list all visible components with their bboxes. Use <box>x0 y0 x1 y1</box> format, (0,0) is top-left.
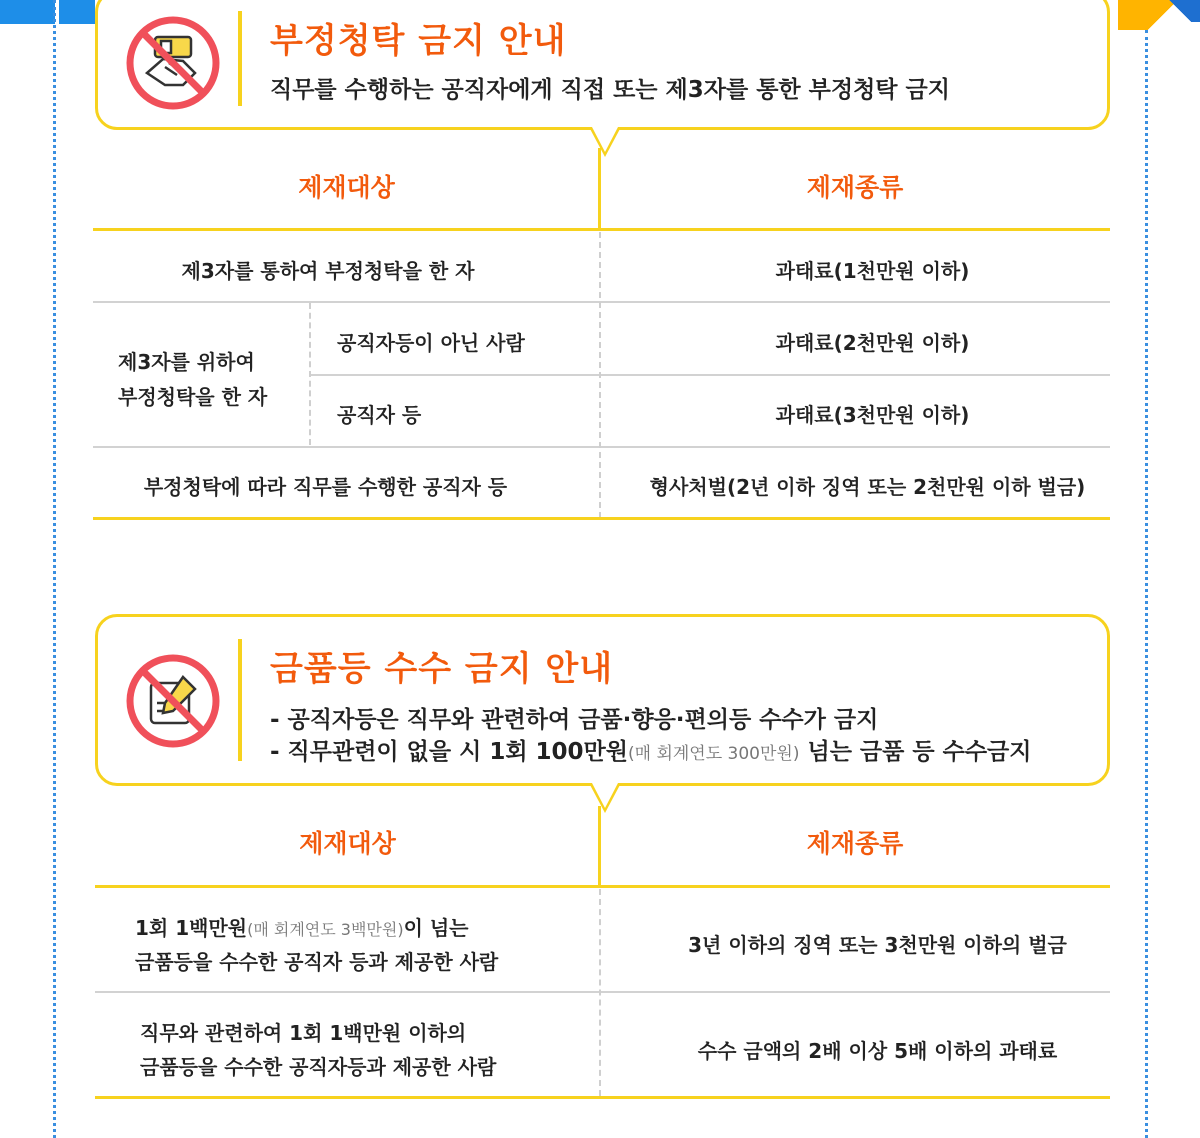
table1-bottom-line <box>93 517 1110 520</box>
callout-tail-inner <box>592 783 618 808</box>
table1-row3-target: 부정청탁에 따라 직무를 수행한 공직자 등 <box>143 475 508 499</box>
table2-header-target: 제재대상 <box>299 829 396 858</box>
table1-row1-target: 제3자를 통하여 부정청탁을 한 자 <box>181 259 475 283</box>
section2-line1: - 공직자등은 직무와 관련하여 금품·향응·편의등 수수가 금지 <box>270 707 879 733</box>
table2-row1-exceed: 이 넘는 <box>403 916 469 940</box>
table2-row2-target-line2: 금품등을 수수한 공직자등과 제공한 사람 <box>140 1055 497 1079</box>
table1-row2-group-line2: 부정청탁을 한 자 <box>118 385 268 409</box>
table2-bottom-line <box>95 1096 1110 1099</box>
section1-title: 부정청탁 금지 안내 <box>270 21 567 61</box>
title-bar <box>238 11 242 106</box>
table1-row-divider <box>311 374 1110 376</box>
section2-title: 금품등 수수 금지 안내 <box>270 649 614 689</box>
table1-column-divider <box>599 232 601 518</box>
table2-row2-target-line1: 직무와 관련하여 1회 1백만원 이하의 <box>140 1021 467 1045</box>
table1-row1-penalty: 과태료(1천만원 이하) <box>775 259 970 283</box>
table2-row1-target-line1 <box>135 912 469 941</box>
table2-header-line <box>95 885 1110 888</box>
table2-row2-penalty: 수수 금액의 2배 이상 5배 이하의 과태료 <box>697 1039 1058 1063</box>
table2-header-type: 제재종류 <box>806 829 904 858</box>
section2-callout <box>95 614 1110 786</box>
table2-row1-penalty: 3년 이하의 징역 또는 3천만원 이하의 벌금 <box>688 933 1067 957</box>
table1-row2-penalty1: 과태료(2천만원 이하) <box>775 331 970 355</box>
table2-row-divider <box>95 991 1110 993</box>
section1-callout <box>95 0 1110 130</box>
table1-header-divider <box>598 148 601 230</box>
table1-header-target: 제재대상 <box>298 173 395 202</box>
callout-tail-inner <box>592 127 618 152</box>
table1-row2-group-line1: 제3자를 위하여 <box>118 350 255 374</box>
table1-row-divider <box>93 446 1110 448</box>
section2-line2-note: (매 회계연도 300만원) <box>628 744 800 764</box>
no-bribe-handshake-icon <box>125 15 221 111</box>
section2-line2-main: - 직무관련이 없을 시 1회 100만원 <box>270 739 628 765</box>
table1-row-divider <box>93 301 1110 303</box>
corner-decoration <box>0 0 55 24</box>
section1-description: 직무를 수행하는 공직자에게 직접 또는 제3자를 통한 부정청탁 금지 <box>270 77 950 103</box>
table2-column-divider <box>599 889 601 1096</box>
table1-header-line <box>93 228 1110 231</box>
table2-header-divider <box>598 806 601 886</box>
dotted-border-left <box>53 0 56 1138</box>
corner-decoration <box>1160 0 1200 22</box>
table1-row3-penalty: 형사처벌(2년 이하 징역 또는 2천만원 이하 벌금) <box>649 475 1086 499</box>
title-bar <box>238 639 242 761</box>
dotted-border-right <box>1145 30 1148 1138</box>
table2-row1-target-line2: 금품등을 수수한 공직자 등과 제공한 사람 <box>135 950 499 974</box>
table1-header-type: 제재종류 <box>806 173 904 202</box>
no-gift-pen-icon <box>125 653 221 749</box>
table2-row1-note: (매 회계연도 3백만원) <box>247 920 404 939</box>
table1-row2-sub2: 공직자 등 <box>337 403 422 427</box>
table2-row1-amount: 1회 1백만원 <box>135 916 248 940</box>
corner-decoration <box>59 0 95 24</box>
section2-line2 <box>270 733 1031 766</box>
table1-row2-sub1: 공직자등이 아닌 사람 <box>337 331 525 355</box>
table1-row2-penalty2: 과태료(3천만원 이하) <box>775 403 970 427</box>
section2-line2-end: 넘는 금품 등 수수금지 <box>799 739 1032 765</box>
